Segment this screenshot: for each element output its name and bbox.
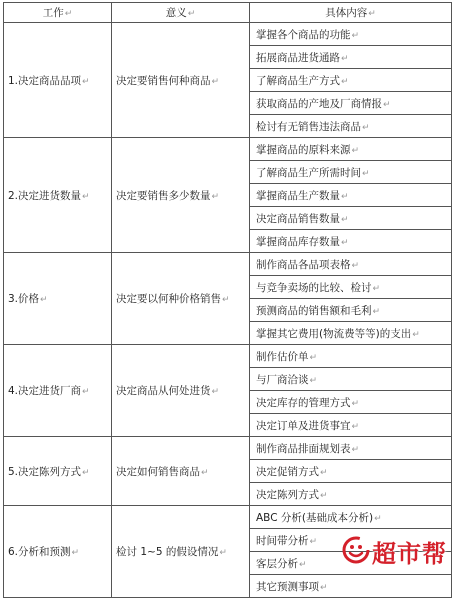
watermark-text: 超市帮 — [372, 540, 447, 568]
content-cell: 拓展商品进货通路↵ — [250, 46, 452, 69]
content-cell: 制作估价单↵ — [250, 345, 452, 368]
meaning-cell: 决定如何销售商品↵ — [112, 437, 250, 506]
plan-table — [3, 2, 452, 598]
header-content: 具体内容↵ — [250, 3, 452, 23]
content-cell: 掌握商品库存数量↵ — [250, 230, 452, 253]
content-cell: 客层分析↵ — [250, 552, 452, 575]
meaning-cell: 决定要销售多少数量↵ — [112, 138, 250, 253]
content-cell: ABC 分析(基础成本分析)↵ — [250, 506, 452, 529]
meaning-cell: 决定要以何种价格销售↵ — [112, 253, 250, 345]
table-row — [4, 345, 452, 368]
content-cell: 与竞争卖场的比较、检讨↵ — [250, 276, 452, 299]
work-cell: 1.决定商品品项↵ — [4, 23, 112, 138]
content-cell: 决定库存的管理方式↵ — [250, 391, 452, 414]
content-cell: 掌握商品生产数量↵ — [250, 184, 452, 207]
content-cell: 了解商品生产方式↵ — [250, 69, 452, 92]
table-row — [4, 253, 452, 276]
content-cell: 制作商品排面规划表↵ — [250, 437, 452, 460]
content-cell: 了解商品生产所需时间↵ — [250, 161, 452, 184]
content-cell: 其它预测事项↵ — [250, 575, 452, 598]
content-cell: 制作商品各品项表格↵ — [250, 253, 452, 276]
content-cell: 决定陈列方式↵ — [250, 483, 452, 506]
work-cell: 6.分析和预测↵ — [4, 506, 112, 598]
header-row — [4, 3, 452, 23]
work-cell: 4.决定进货厂商↵ — [4, 345, 112, 437]
table-row — [4, 23, 452, 46]
work-cell: 3.价格↵ — [4, 253, 112, 345]
content-cell: 与厂商洽谈↵ — [250, 368, 452, 391]
smiley-logo-icon — [340, 534, 372, 566]
header-meaning: 意义↵ — [112, 3, 250, 23]
content-cell: 决定商品销售数量↵ — [250, 207, 452, 230]
content-cell: 决定订单及进货事宜↵ — [250, 414, 452, 437]
content-cell: 检讨有无销售违法商品↵ — [250, 115, 452, 138]
table-row — [4, 437, 452, 460]
meaning-cell: 检讨 1~5 的假设情况↵ — [112, 506, 250, 598]
watermark — [338, 526, 456, 574]
content-cell: 决定促销方式↵ — [250, 460, 452, 483]
header-work: 工作↵ — [4, 3, 112, 23]
content-cell: 掌握商品的原料来源↵ — [250, 138, 452, 161]
table-row — [4, 138, 452, 161]
meaning-cell: 决定商品从何处进货↵ — [112, 345, 250, 437]
work-cell: 5.决定陈列方式↵ — [4, 437, 112, 506]
content-cell: 掌握其它费用(物流费等等)的支出↵ — [250, 322, 452, 345]
content-cell: 获取商品的产地及厂商情报↵ — [250, 92, 452, 115]
work-cell: 2.决定进货数量↵ — [4, 138, 112, 253]
meaning-cell: 决定要销售何种商品↵ — [112, 23, 250, 138]
content-cell: 掌握各个商品的功能↵ — [250, 23, 452, 46]
content-cell: 预测商品的销售额和毛利↵ — [250, 299, 452, 322]
content-cell: 时间带分析↵ — [250, 529, 452, 552]
